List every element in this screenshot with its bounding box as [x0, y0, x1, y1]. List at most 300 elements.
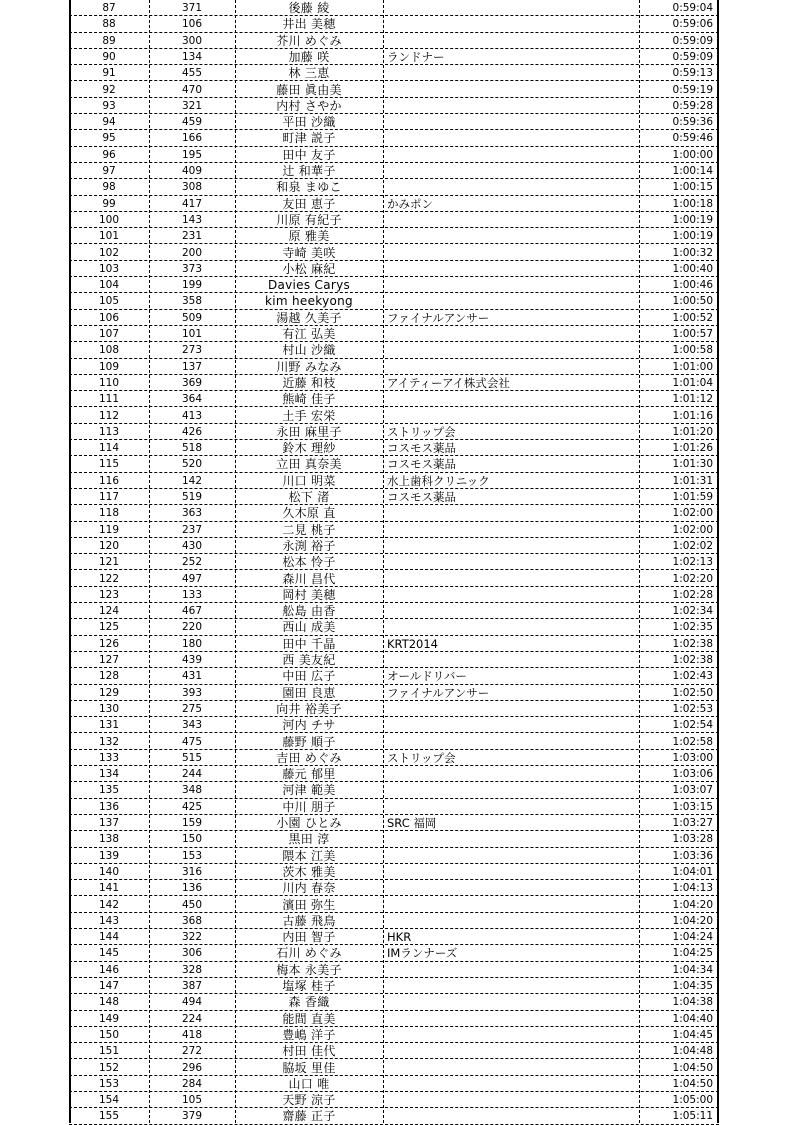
- finish-time: 1:00:18: [672, 197, 713, 210]
- finish-time: 1:02:28: [672, 588, 713, 601]
- table-row: [69, 717, 719, 733]
- runner-name: 村田 佳代: [282, 1044, 336, 1059]
- finish-time: 1:02:58: [672, 735, 713, 748]
- finish-time: 1:00:32: [672, 246, 713, 259]
- table-row: [69, 16, 719, 32]
- bib-cell: 387: [181, 980, 203, 992]
- runner-name: 河津 範美: [282, 783, 336, 798]
- table-row: [69, 196, 719, 212]
- bib-cell: 195: [181, 148, 203, 161]
- finish-time: 0:59:28: [672, 99, 713, 112]
- runner-name: 藤元 郁里: [282, 767, 336, 782]
- rank-cell: 98: [102, 181, 116, 194]
- finish-time: 1:00:15: [672, 181, 713, 194]
- bib-cell: 180: [181, 637, 203, 650]
- finish-time: 1:02:02: [672, 539, 713, 552]
- runner-name: 和泉 まゆこ: [276, 180, 342, 195]
- finish-time: 1:02:38: [672, 637, 713, 650]
- runner-name: 古藤 飛鳥: [282, 913, 336, 928]
- rank-cell: 125: [98, 621, 120, 634]
- bib-cell: 105: [181, 1094, 203, 1107]
- bib-cell: 369: [181, 376, 203, 389]
- finish-time: 0:59:19: [672, 83, 713, 96]
- runner-name: 河内 チサ: [282, 718, 336, 733]
- table-row: [69, 440, 719, 456]
- team-name: かみポン: [387, 196, 433, 211]
- rank-cell: 87: [102, 2, 116, 14]
- finish-time: 1:04:48: [672, 1045, 713, 1058]
- bib-cell: 133: [181, 588, 203, 601]
- table-row: [69, 179, 719, 195]
- bib-cell: 322: [181, 931, 203, 944]
- finish-time: 1:03:15: [672, 800, 713, 813]
- finish-time: 1:04:01: [672, 865, 713, 878]
- table-row: [69, 114, 719, 130]
- finish-time: 1:01:30: [672, 458, 713, 471]
- runner-name: 鈴木 理紗: [282, 441, 336, 456]
- bib-cell: 224: [181, 1012, 203, 1025]
- runner-name: 川原 有紀子: [276, 212, 342, 227]
- finish-time: 1:04:20: [672, 914, 713, 927]
- rank-cell: 122: [98, 572, 120, 585]
- team-name: [387, 277, 637, 293]
- finish-time: 1:05:11: [672, 1110, 713, 1123]
- team-name: [387, 864, 637, 880]
- table-row: [69, 130, 719, 146]
- table-row: [69, 652, 719, 668]
- table-row: [69, 0, 719, 16]
- rank-cell: 142: [98, 898, 120, 911]
- runner-name: 後藤 綾: [288, 1, 330, 15]
- finish-time: 1:04:40: [672, 1012, 713, 1025]
- runner-name: 黒田 淳: [288, 832, 330, 847]
- bib-cell: 308: [181, 181, 203, 194]
- runner-name: 松本 怜子: [282, 555, 336, 570]
- bib-cell: 467: [181, 605, 203, 618]
- table-row: [69, 228, 719, 244]
- table-row: [69, 766, 719, 782]
- finish-time: 1:00:19: [672, 230, 713, 243]
- bib-cell: 417: [181, 197, 203, 210]
- rank-cell: 115: [98, 458, 120, 471]
- rank-cell: 103: [98, 262, 120, 275]
- team-name: [387, 652, 637, 668]
- rank-cell: 97: [102, 165, 116, 177]
- runner-name: 永田 麻里子: [276, 424, 342, 439]
- team-name: [387, 994, 637, 1010]
- bib-cell: 137: [181, 360, 203, 373]
- runner-name: 町津 説子: [282, 131, 336, 146]
- rank-cell: 119: [98, 523, 120, 536]
- team-name: [387, 880, 637, 896]
- runner-name: 中田 広子: [282, 669, 336, 684]
- runner-name: 藤野 順子: [282, 734, 336, 749]
- runner-name: 内田 智子: [282, 930, 336, 945]
- rank-cell: 111: [98, 393, 120, 406]
- rank-cell: 130: [98, 702, 120, 715]
- table-row: [69, 636, 719, 652]
- bib-cell: 363: [181, 507, 203, 520]
- finish-time: 0:59:36: [672, 116, 713, 129]
- rank-cell: 121: [98, 556, 120, 569]
- bib-cell: 459: [181, 116, 203, 129]
- team-name: ストリップ会: [387, 750, 456, 765]
- finish-time: 1:04:45: [672, 1028, 713, 1041]
- finish-time: 1:05:00: [672, 1094, 713, 1107]
- team-name: [387, 228, 637, 244]
- team-name: オールドリバー: [387, 669, 467, 684]
- finish-time: 1:01:26: [672, 442, 713, 455]
- finish-time: 1:04:24: [672, 931, 713, 944]
- table-row: [69, 945, 719, 961]
- bib-cell: 328: [181, 963, 203, 976]
- team-name: [387, 408, 637, 424]
- team-name: コスモス薬品: [387, 457, 456, 472]
- finish-time: 1:04:34: [672, 963, 713, 976]
- team-name: [387, 587, 637, 603]
- bib-cell: 515: [181, 751, 203, 764]
- team-name: [387, 978, 637, 994]
- finish-time: 1:01:31: [672, 474, 713, 487]
- team-name: [387, 571, 637, 587]
- rank-cell: 153: [98, 1077, 120, 1090]
- rank-cell: 152: [98, 1061, 120, 1074]
- team-name: [387, 799, 637, 815]
- finish-time: 1:02:50: [672, 686, 713, 699]
- team-name: ファイナルアンサー: [387, 310, 490, 325]
- bib-cell: 425: [181, 800, 203, 813]
- table-row: [69, 587, 719, 603]
- table-row: [69, 603, 719, 619]
- table-row: [69, 668, 719, 684]
- finish-time: 1:04:25: [672, 947, 713, 960]
- table-row: [69, 897, 719, 913]
- rank-cell: 133: [98, 751, 120, 764]
- rank-cell: 102: [98, 246, 120, 259]
- finish-time: 1:01:16: [672, 409, 713, 422]
- team-name: 水上歯科クリニック: [387, 473, 490, 488]
- table-row: [69, 831, 719, 847]
- finish-time: 0:59:04: [672, 2, 713, 14]
- team-name: [387, 212, 637, 228]
- team-name: [387, 326, 637, 342]
- bib-cell: 150: [181, 833, 203, 846]
- finish-time: 0:59:06: [672, 18, 713, 31]
- table-row: [69, 326, 719, 342]
- bib-cell: 393: [181, 686, 203, 699]
- rank-cell: 136: [98, 800, 120, 813]
- bib-cell: 252: [181, 556, 203, 569]
- finish-time: 1:00:46: [672, 279, 713, 292]
- team-name: ファイナルアンサー: [387, 685, 490, 700]
- team-name: KRT2014: [387, 636, 438, 651]
- team-name: [387, 505, 637, 521]
- runner-name: 田中 千晶: [282, 636, 336, 651]
- finish-time: 1:04:50: [672, 1077, 713, 1090]
- bib-cell: 343: [181, 719, 203, 732]
- bib-cell: 497: [181, 572, 203, 585]
- rank-cell: 148: [98, 996, 120, 1009]
- team-name: [387, 782, 637, 798]
- rank-cell: 120: [98, 539, 120, 552]
- runner-name: 隈本 江美: [282, 848, 336, 863]
- runner-name: 湯越 久美子: [276, 310, 342, 325]
- team-name: [387, 98, 637, 114]
- team-name: [387, 538, 637, 554]
- finish-time: 1:03:00: [672, 751, 713, 764]
- table-row: [69, 245, 719, 261]
- finish-time: 1:01:59: [672, 491, 713, 503]
- team-name: [387, 130, 637, 146]
- bib-cell: 371: [181, 2, 203, 14]
- runner-name: 二見 桃子: [282, 522, 336, 537]
- finish-time: 1:02:00: [672, 523, 713, 536]
- rank-cell: 109: [98, 360, 120, 373]
- table-row: [69, 880, 719, 896]
- team-name: [387, 1076, 637, 1092]
- finish-time: 1:03:06: [672, 768, 713, 781]
- bib-cell: 409: [181, 165, 203, 177]
- table-row: [69, 1108, 719, 1124]
- finish-time: 0:59:46: [672, 132, 713, 145]
- rank-cell: 92: [102, 83, 116, 96]
- runner-name: 小園 ひとみ: [276, 816, 342, 830]
- table-row: [69, 1060, 719, 1076]
- table-row: [69, 408, 719, 424]
- team-name: [387, 1060, 637, 1076]
- rank-cell: 149: [98, 1012, 120, 1025]
- finish-time: 1:01:00: [672, 360, 713, 373]
- rank-cell: 99: [102, 197, 116, 210]
- table-row: [69, 293, 719, 309]
- finish-time: 1:03:27: [672, 817, 713, 829]
- table-row: [69, 1092, 719, 1108]
- rank-cell: 151: [98, 1045, 120, 1058]
- table-row: [69, 522, 719, 538]
- bib-cell: 273: [181, 344, 203, 357]
- rank-cell: 93: [102, 99, 116, 112]
- table-row: [69, 962, 719, 978]
- runner-name: 西山 成美: [282, 620, 336, 635]
- rank-cell: 101: [98, 230, 120, 243]
- table-row: [69, 978, 719, 994]
- table-row: [69, 815, 719, 831]
- bib-cell: 166: [181, 132, 203, 145]
- rank-cell: 134: [98, 768, 120, 781]
- finish-time: 0:59:09: [672, 34, 713, 47]
- runner-name: 中川 朋子: [282, 799, 336, 814]
- rank-cell: 88: [102, 18, 116, 31]
- team-name: [387, 701, 637, 717]
- team-name: [387, 1043, 637, 1059]
- runner-name: 近藤 和枝: [282, 375, 336, 390]
- rank-cell: 118: [98, 507, 120, 520]
- bib-cell: 106: [181, 18, 203, 31]
- team-name: [387, 1092, 637, 1108]
- bib-cell: 321: [181, 99, 203, 112]
- team-name: [387, 261, 637, 277]
- rank-cell: 155: [98, 1110, 120, 1123]
- finish-time: 1:02:38: [672, 654, 713, 666]
- runner-name: 平田 沙織: [282, 115, 336, 130]
- table-row: [69, 538, 719, 554]
- runner-name: 原 雅美: [288, 229, 330, 244]
- rank-cell: 110: [98, 376, 120, 389]
- rank-cell: 90: [102, 50, 116, 63]
- rank-cell: 131: [98, 719, 120, 732]
- rank-cell: 100: [98, 213, 120, 226]
- rank-cell: 113: [98, 425, 120, 438]
- rank-cell: 141: [98, 882, 120, 895]
- table-row: [69, 33, 719, 49]
- bib-cell: 231: [181, 230, 203, 243]
- finish-time: 1:04:20: [672, 898, 713, 911]
- table-row: [69, 505, 719, 521]
- runner-name: 松下 渚: [288, 490, 330, 504]
- table-row: [69, 98, 719, 114]
- finish-time: 1:03:28: [672, 833, 713, 846]
- team-name: [387, 147, 637, 163]
- bib-cell: 494: [181, 996, 203, 1009]
- team-name: [387, 766, 637, 782]
- bib-cell: 220: [181, 621, 203, 634]
- runner-name: 立田 真奈美: [276, 457, 342, 472]
- team-name: コスモス薬品: [387, 490, 456, 504]
- runner-name: 加藤 咲: [288, 49, 330, 64]
- bib-cell: 275: [181, 702, 203, 715]
- bib-cell: 134: [181, 50, 203, 63]
- runner-name: 寺崎 美咲: [282, 245, 336, 260]
- table-row: [69, 734, 719, 750]
- bib-cell: 431: [181, 670, 203, 683]
- finish-time: 1:01:04: [672, 376, 713, 389]
- team-name: HKR: [387, 930, 412, 945]
- team-name: [387, 831, 637, 847]
- table-row: [69, 277, 719, 293]
- runner-name: 芥川 めぐみ: [276, 33, 342, 48]
- finish-time: 1:02:34: [672, 605, 713, 618]
- team-name: [387, 245, 637, 261]
- bib-cell: 136: [181, 882, 203, 895]
- rank-cell: 145: [98, 947, 120, 960]
- finish-time: 1:00:58: [672, 344, 713, 357]
- bib-cell: 358: [181, 295, 203, 308]
- team-name: IMランナーズ: [387, 946, 458, 961]
- bib-cell: 379: [181, 1110, 203, 1123]
- bib-cell: 199: [181, 279, 203, 292]
- finish-time: 1:00:50: [672, 295, 713, 308]
- table-row: [69, 342, 719, 358]
- table-row: [69, 571, 719, 587]
- runner-name: 林 三恵: [288, 66, 330, 81]
- runner-name: 園田 良恵: [282, 685, 336, 700]
- rank-cell: 95: [102, 132, 116, 145]
- team-name: [387, 391, 637, 407]
- runner-name: 森 香織: [288, 995, 330, 1010]
- table-row: [69, 261, 719, 277]
- table-row: [69, 456, 719, 472]
- bib-cell: 455: [181, 67, 203, 80]
- table-row: [69, 799, 719, 815]
- finish-time: 1:00:40: [672, 262, 713, 275]
- table-row: [69, 913, 719, 929]
- runner-name: Davies Carys: [267, 278, 351, 293]
- bib-cell: 142: [181, 474, 203, 487]
- runner-name: 永渕 裕子: [282, 538, 336, 553]
- rank-cell: 132: [98, 735, 120, 748]
- bib-cell: 200: [181, 246, 203, 259]
- team-name: [387, 1108, 637, 1124]
- team-name: [387, 554, 637, 570]
- table-row: [69, 929, 719, 945]
- table-row: [69, 750, 719, 766]
- runner-name: 有江 弘美: [282, 327, 336, 341]
- runner-name: 向井 裕美子: [276, 701, 342, 716]
- team-name: ランドナー: [387, 49, 445, 64]
- bib-cell: 296: [181, 1061, 203, 1074]
- bib-cell: 520: [181, 458, 203, 471]
- finish-time: 1:02:13: [672, 556, 713, 569]
- runner-name: 井出 美穂: [282, 17, 336, 32]
- team-name: [387, 1011, 637, 1027]
- rank-cell: 106: [98, 311, 120, 324]
- bib-cell: 284: [181, 1077, 203, 1090]
- rank-cell: 123: [98, 588, 120, 601]
- rank-cell: 150: [98, 1028, 120, 1041]
- team-name: ストリップ会: [387, 424, 456, 439]
- runner-name: 石川 めぐみ: [276, 946, 342, 961]
- runner-name: 天野 涼子: [282, 1093, 336, 1108]
- table-row: [69, 1011, 719, 1027]
- team-name: [387, 33, 637, 49]
- runner-name: 舩島 由香: [282, 604, 336, 619]
- runner-name: 脇坂 里佳: [282, 1060, 336, 1075]
- table-row: [69, 1076, 719, 1092]
- runner-name: 小松 麻紀: [282, 261, 336, 276]
- table-row: [69, 310, 719, 326]
- bib-cell: 237: [181, 523, 203, 536]
- rank-cell: 94: [102, 116, 116, 129]
- finish-time: 1:01:20: [672, 425, 713, 438]
- rank-cell: 108: [98, 344, 120, 357]
- table-row: [69, 65, 719, 81]
- team-name: [387, 1027, 637, 1043]
- team-name: [387, 717, 637, 733]
- bib-cell: 518: [181, 442, 203, 455]
- finish-time: 1:04:38: [672, 996, 713, 1009]
- table-row: [69, 1027, 719, 1043]
- team-name: [387, 359, 637, 375]
- finish-time: 1:02:43: [672, 670, 713, 683]
- rank-cell: 126: [98, 637, 120, 650]
- finish-time: 1:02:54: [672, 719, 713, 732]
- team-name: コスモス薬品: [387, 441, 456, 456]
- team-name: [387, 16, 637, 32]
- bib-cell: 153: [181, 849, 203, 862]
- rank-cell: 128: [98, 670, 120, 683]
- runner-name: 川口 明菜: [282, 473, 336, 488]
- runner-name: 内村 さやか: [276, 98, 342, 113]
- finish-time: 1:00:14: [672, 165, 713, 177]
- bib-cell: 439: [181, 654, 203, 666]
- runner-name: 川内 春奈: [282, 881, 336, 896]
- team-name: [387, 65, 637, 81]
- finish-time: 1:02:20: [672, 572, 713, 585]
- rank-cell: 140: [98, 865, 120, 878]
- runner-name: 梅本 永美子: [276, 962, 342, 977]
- table-row: [69, 424, 719, 440]
- runner-name: 齋藤 正子: [282, 1109, 336, 1124]
